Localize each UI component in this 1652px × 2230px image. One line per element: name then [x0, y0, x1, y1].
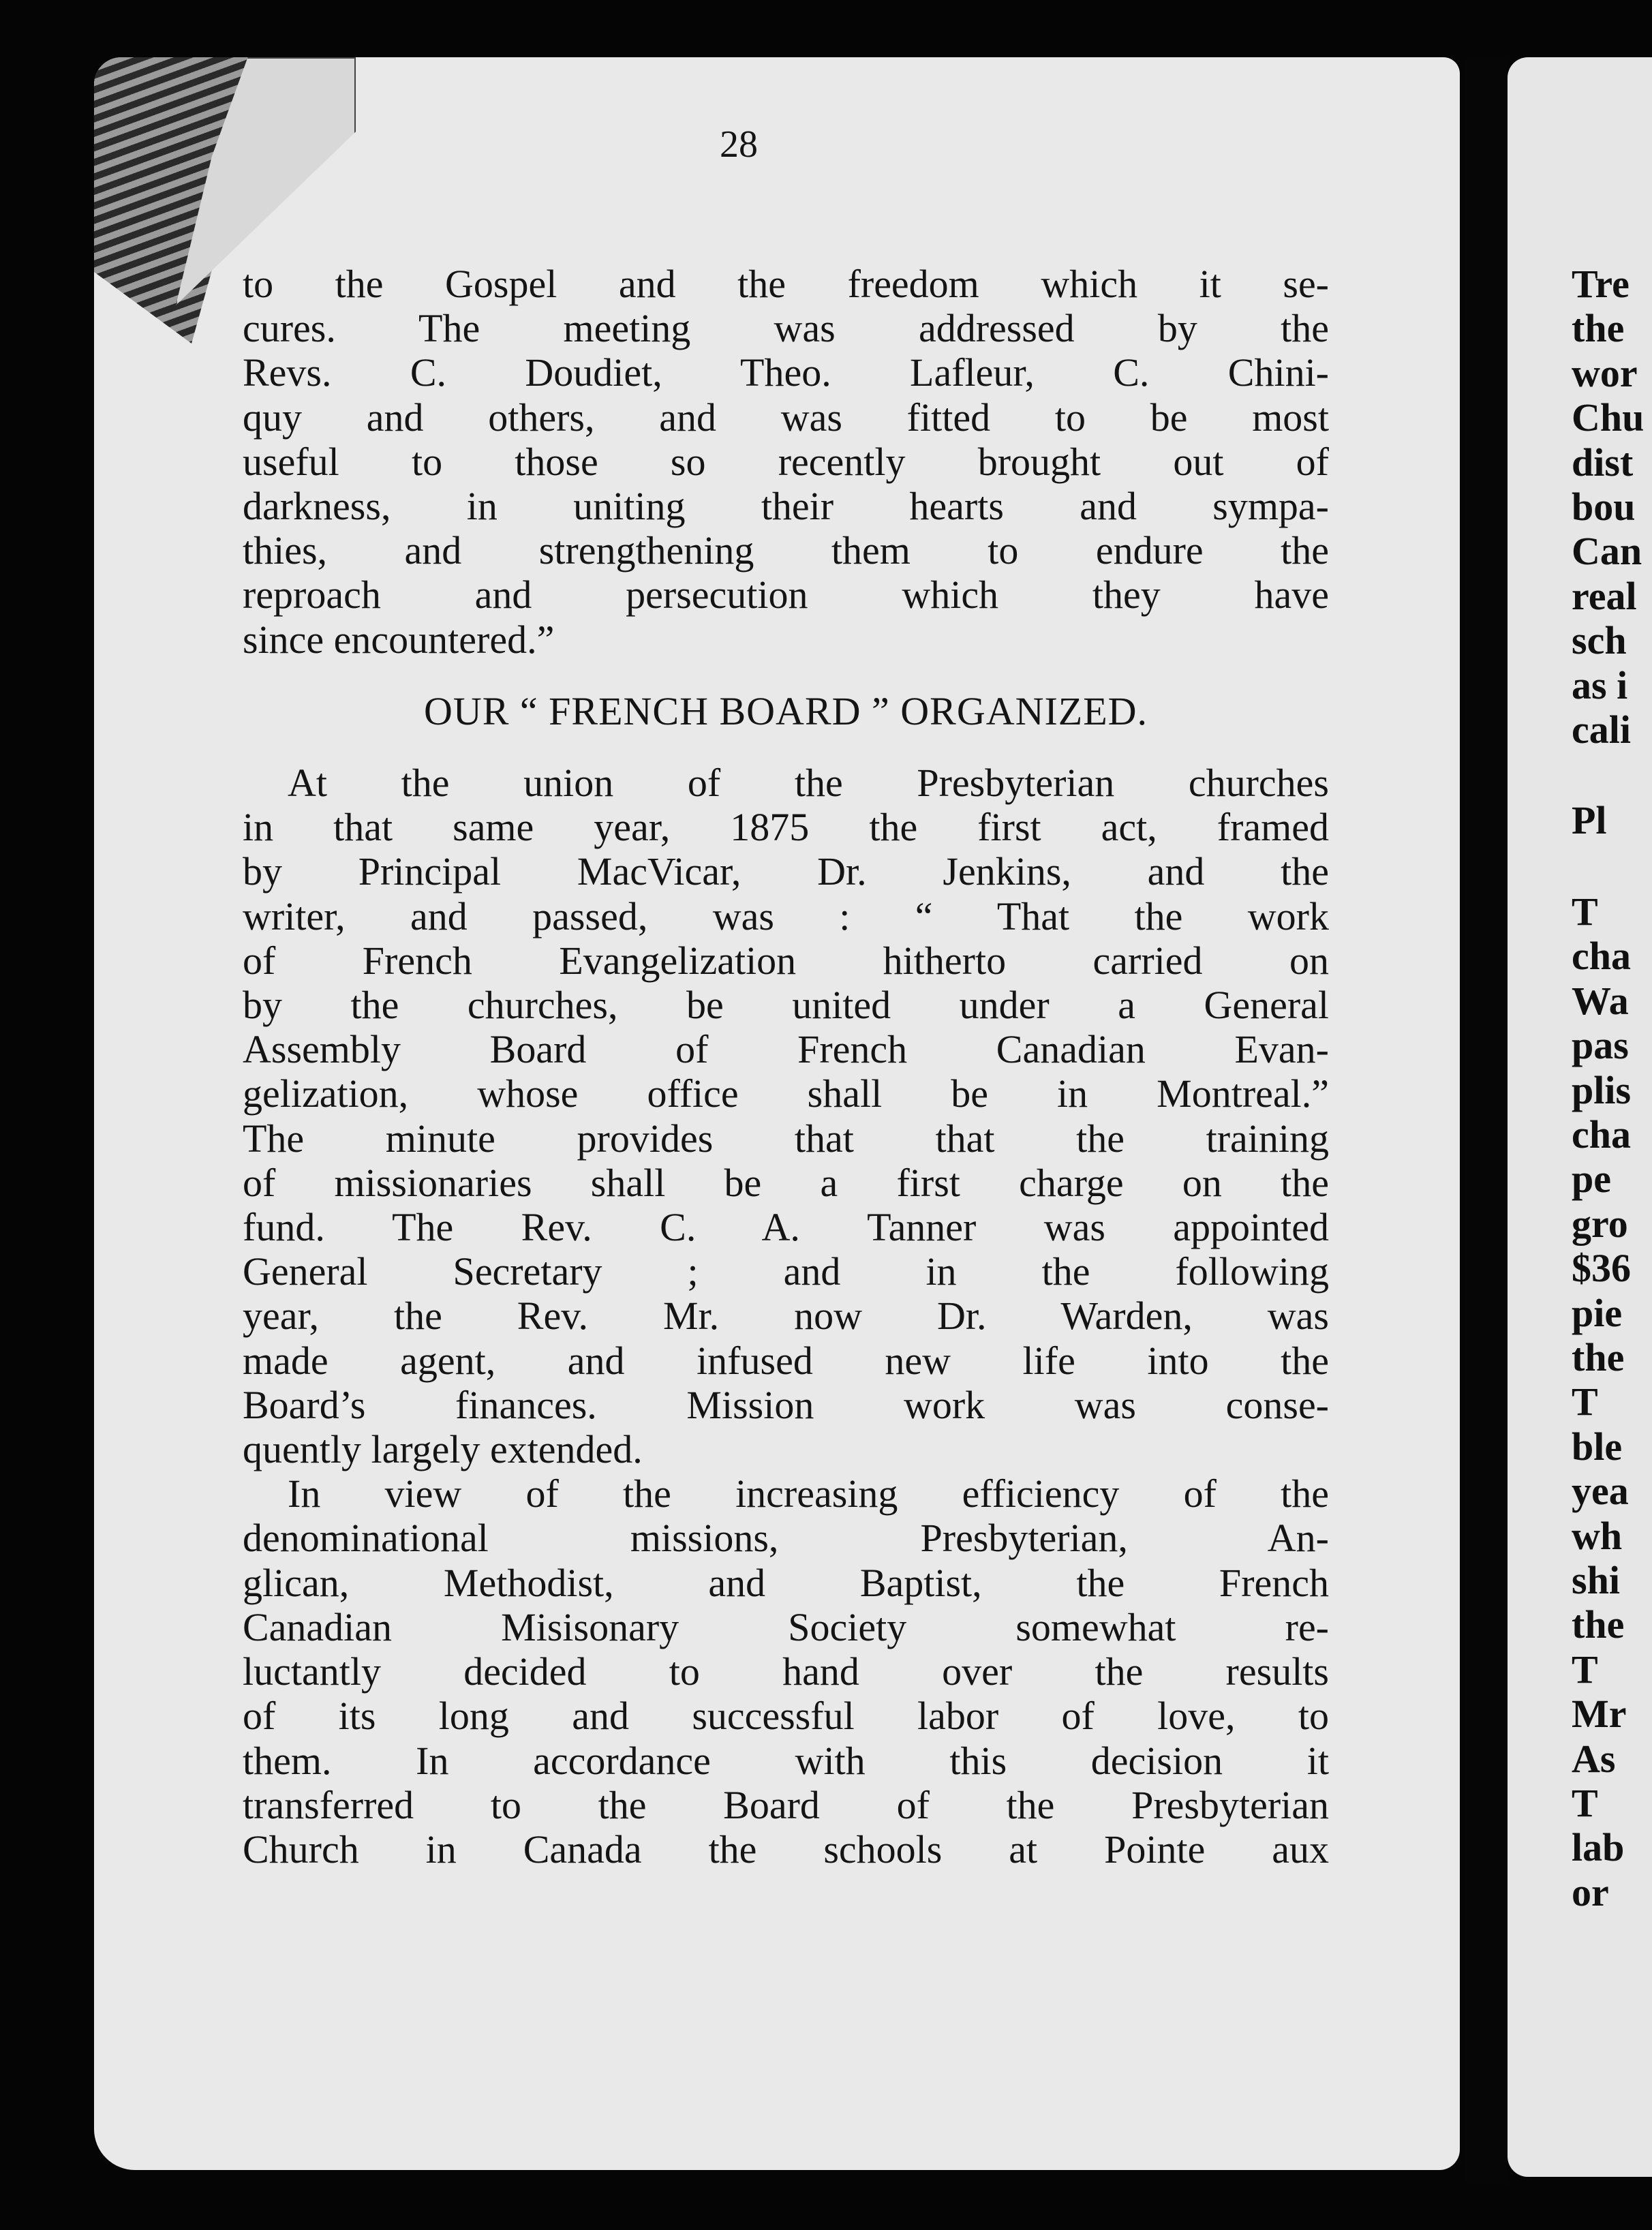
text-line: cures. The meeting was addressed by the	[243, 306, 1329, 351]
text-line: of missionaries shall be a first charge on the	[243, 1160, 1329, 1205]
text-line: writer, and passed, was : “ That the work	[243, 893, 1329, 938]
text-line: made agent, and infused new life into the	[243, 1338, 1329, 1383]
facing-text-fragment: T	[1572, 889, 1598, 934]
text-line: Church in Canada the schools at Pointe aux	[243, 1827, 1329, 1872]
facing-text-fragment: Tre	[1572, 262, 1630, 306]
facing-text-fragment: ble	[1572, 1424, 1623, 1469]
text-line: Revs. C. Doudiet, Theo. Lafleur, C. Chini-	[243, 350, 1329, 395]
section-heading: OUR “ FRENCH BOARD ” ORGANIZED.	[423, 688, 1148, 733]
facing-text-fragment: yea	[1572, 1469, 1629, 1514]
text-line: by the churches, be united under a General	[243, 983, 1329, 1028]
text-line: quy and others, and was fitted to be most	[243, 395, 1329, 440]
text-line: Canadian Misisonary Society somewhat re-	[243, 1604, 1329, 1649]
facing-text-fragment: cali	[1572, 707, 1631, 752]
facing-text-fragment: cha	[1572, 934, 1631, 979]
text-line: denominational missions, Presbyterian, An-	[243, 1516, 1329, 1561]
text-line: The minute provides that that the training	[243, 1116, 1329, 1161]
facing-heading-fragment: Pl	[1572, 798, 1607, 843]
facing-text-fragment: bou	[1572, 485, 1636, 530]
text-line: Board’s finances. Mission work was conse-	[243, 1382, 1329, 1427]
text-line: to the Gospel and the freedom which it se-	[243, 262, 1329, 306]
facing-text-fragment: wh	[1572, 1513, 1623, 1558]
text-line: since encountered.”	[243, 617, 555, 662]
facing-text-fragment: pe	[1572, 1157, 1611, 1202]
book-gutter	[1465, 57, 1508, 2184]
facing-text-fragment: sch	[1572, 618, 1627, 663]
facing-text-fragment: T	[1572, 1781, 1598, 1825]
facing-text-fragment: $36	[1572, 1246, 1631, 1291]
text-line: by Principal MacVicar, Dr. Jenkins, and the	[243, 849, 1329, 894]
facing-text-fragment: dist	[1572, 440, 1634, 485]
facing-text-fragment: pie	[1572, 1290, 1623, 1335]
facing-text-fragment: Can	[1572, 529, 1642, 574]
page-text	[243, 262, 1329, 1872]
text-line: useful to those so recently brought out of	[243, 439, 1329, 484]
facing-text-fragment: gro	[1572, 1201, 1628, 1246]
facing-text-fragment: pas	[1572, 1023, 1629, 1068]
text-line: In view of the increasing efficiency of the	[288, 1471, 1329, 1516]
facing-text-fragment: Chu	[1572, 395, 1645, 440]
text-line: General Secretary ; and in the following	[243, 1249, 1329, 1294]
facing-text-fragment: cha	[1572, 1112, 1631, 1157]
facing-text-fragment: or	[1572, 1869, 1609, 1914]
text-line: of its long and successful labor of love, to	[243, 1694, 1329, 1739]
text-line: quently largely extended.	[243, 1427, 643, 1472]
text-line: them. In accordance with this decision it	[243, 1738, 1329, 1783]
text-line: darkness, in uniting their hearts and sympa-	[243, 484, 1329, 529]
facing-text-fragment: Mr	[1572, 1692, 1627, 1737]
facing-text-fragment: T	[1572, 1379, 1598, 1424]
facing-text-fragment: T	[1572, 1647, 1598, 1692]
facing-text-fragment: As	[1572, 1736, 1616, 1781]
facing-page-text	[1572, 262, 1644, 1914]
text-line: gelization, whose office shall be in Montreal.”	[243, 1071, 1329, 1116]
facing-text-fragment: real	[1572, 573, 1637, 618]
facing-text-fragment: shi	[1572, 1557, 1620, 1602]
text-line: reproach and persecution which they have	[243, 572, 1329, 617]
facing-text-fragment: as i	[1572, 662, 1628, 707]
facing-text-fragment: Wa	[1572, 978, 1629, 1023]
facing-text-fragment: the	[1572, 1602, 1625, 1647]
text-line: year, the Rev. Mr. now Dr. Warden, was	[243, 1294, 1329, 1339]
text-line: At the union of the Presbyterian churches	[288, 761, 1329, 806]
text-line: thies, and strengthening them to endure the	[243, 528, 1329, 573]
facing-text-fragment: the	[1572, 1334, 1625, 1379]
facing-text-fragment: plis	[1572, 1067, 1632, 1112]
facing-text-fragment: lab	[1572, 1825, 1625, 1870]
text-line: transferred to the Board of the Presbyterian	[243, 1782, 1329, 1827]
text-line: glican, Methodist, and Baptist, the French	[243, 1560, 1329, 1605]
text-line: Assembly Board of French Canadian Evan-	[243, 1027, 1329, 1072]
facing-text-fragment: wor	[1572, 350, 1638, 395]
page-number: 28	[720, 123, 758, 166]
text-line: fund. The Rev. C. A. Tanner was appointed	[243, 1205, 1329, 1250]
facing-text-fragment: the	[1572, 306, 1625, 351]
text-line: luctantly decided to hand over the results	[243, 1649, 1329, 1694]
text-line: of French Evangelization hitherto carried on	[243, 938, 1329, 983]
text-line: in that same year, 1875 the first act, framed	[243, 805, 1329, 850]
